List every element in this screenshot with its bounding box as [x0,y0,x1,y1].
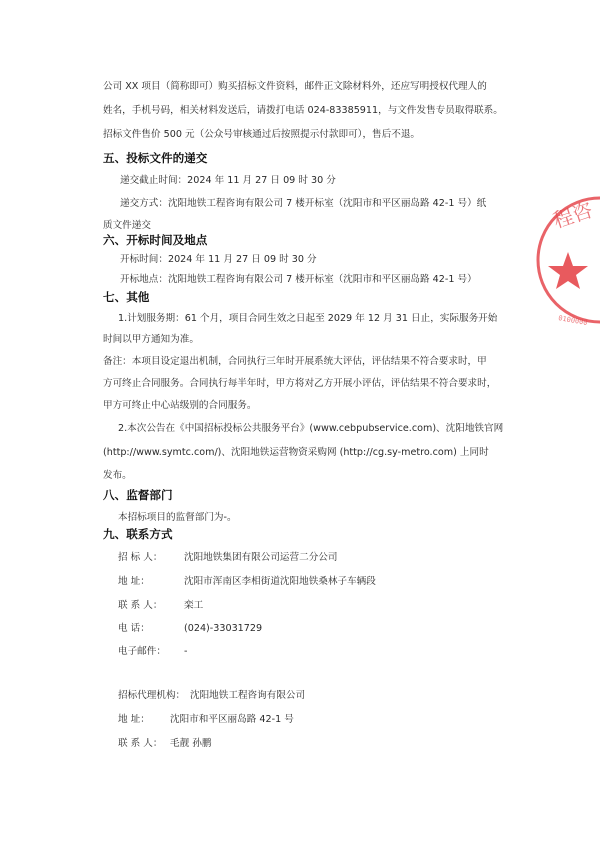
contact-label: 联 系 人： [118,600,163,611]
address-label: 地 址： [118,576,150,587]
intro-line-3: 招标文件售价 500 元（公众号审核通过后按照提示付款即可），售后不退。 [103,129,421,140]
intro-line-1: 公司 XX 项目（简称即可）购买招标文件资料，邮件正文除材料外，还应写明授权代理人的 [103,81,487,92]
contact-value: 栾工 [184,600,204,611]
address-value: 沈阳市浑南区李相街道沈阳地铁桑林子车辆段 [184,576,376,587]
opening-time: 开标时间：2024 年 11 月 27 日 09 时 30 分 [120,254,317,265]
phone-value: (024)-33031729 [184,623,263,634]
agency-contact-label: 联 系 人： [118,738,163,749]
submission-method-line-2: 质文件递交 [103,220,151,231]
phone-label: 电 话： [118,623,150,634]
remark-line-1: 备注：本项目设定退出机制，合同执行三年时开展系统大评估，评估结果不符合要求时，甲 [103,356,487,367]
agency-row [118,689,305,703]
seal-stamp-icon [528,160,600,360]
remark-line-2: 方可终止合同服务。合同执行每半年时，甲方将对乙方开展小评估，评估结果不符合要求时， [103,378,497,389]
email-label: 电子邮件： [118,646,166,657]
contact-address [118,575,376,589]
agency-value: 沈阳地铁工程咨询有限公司 [190,690,306,701]
agency-address-label: 地 址： [118,714,150,725]
agency-address-value: 沈阳市和平区丽岛路 42-1 号 [170,714,294,725]
seal-text: 程咨 [550,197,596,233]
section-5-heading: 五、投标文件的递交 [103,151,208,165]
contact-person [118,599,203,613]
contact-email [118,645,187,659]
agency-contact-value: 毛靓 孙鹏 [170,738,212,749]
supervision-text: 本招标项目的监督部门为-。 [118,512,237,523]
agency-address-row [118,713,294,727]
contact-phone [118,622,262,636]
opening-place: 开标地点：沈阳地铁工程咨询有限公司 7 楼开标室（沈阳市和平区丽岛路 42-1 号） [120,274,477,285]
service-period-line-2: 时间以甲方通知为准。 [103,334,199,345]
email-value: - [184,646,188,657]
contact-tenderer [118,551,338,565]
svg-text:0100000: 0100000 [557,314,589,328]
remark-line-3: 甲方可终止中心站级别的合同服务。 [103,400,257,411]
section-6-heading: 六、开标时间及地点 [103,233,208,247]
publication-line-1: 2.本次公告在《中国招标投标公共服务平台》(www.cebpubservice.com)、沈阳地铁官网 [118,423,504,434]
service-period-line-1: 1.计划服务期：61 个月，项目合同生效之日起至 2029 年 12 月 31 日止，实际服务开始 [118,313,498,324]
tenderer-value: 沈阳地铁集团有限公司运营二分公司 [184,552,338,563]
tenderer-label: 招 标 人： [118,552,163,563]
agency-contact-row [118,737,211,751]
submission-method-line-1: 递交方式：沈阳地铁工程咨询有限公司 7 楼开标室（沈阳市和平区丽岛路 42-1 号）纸 [120,198,487,209]
submission-deadline: 递交截止时间：2024 年 11 月 27 日 09 时 30 分 [120,175,336,186]
intro-line-2: 姓名，手机号码，相关材料发送后，请拨打电话 024-83385911，与文件发售专员取得联系。 [103,105,503,116]
agency-label: 招标代理机构： [118,690,186,701]
publication-line-2: (http://www.symtc.com/)、沈阳地铁运营物资采购网 (http://cg.sy-metro.com) 上同时 [103,447,489,458]
section-7-heading: 七、其他 [103,290,150,304]
company-seal [528,160,600,360]
publication-line-3: 发布。 [103,470,132,481]
section-8-heading: 八、监督部门 [103,488,173,502]
section-9-heading: 九、联系方式 [103,527,173,541]
